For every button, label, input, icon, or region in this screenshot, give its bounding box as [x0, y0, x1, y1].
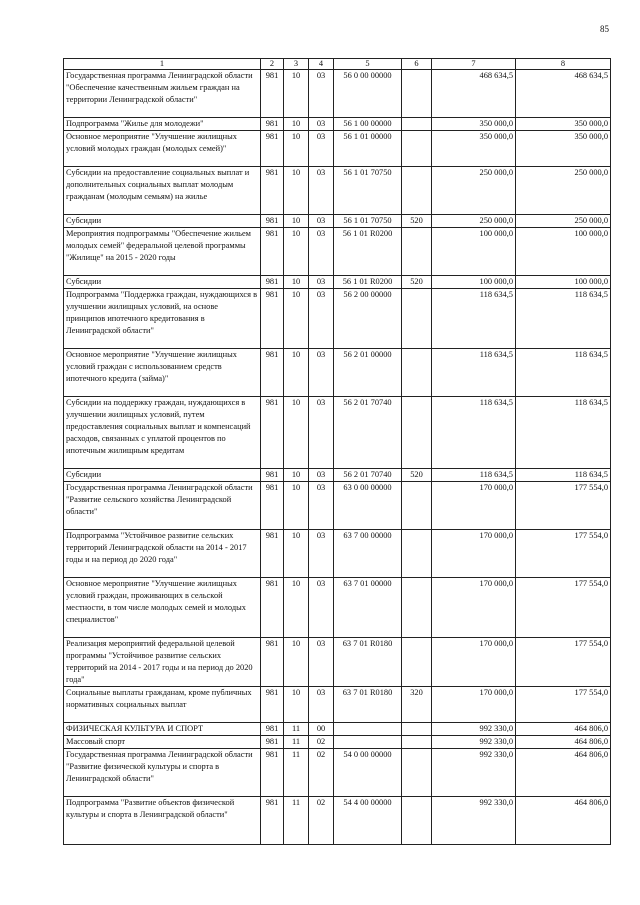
amount-year2-cell: 177 554,0: [516, 578, 611, 638]
table-row: [64, 482, 611, 530]
target-article-cell: 56 1 01 70750: [334, 167, 402, 215]
row-name-cell: Субсидии: [64, 215, 261, 228]
table-row: [64, 228, 611, 276]
amount-year1-cell: 350 000,0: [432, 131, 516, 167]
subsection-cell: 03: [309, 687, 334, 723]
amount-year2-cell: 118 634,5: [516, 469, 611, 482]
table-row: [64, 289, 611, 349]
amount-year1-cell: 170 000,0: [432, 638, 516, 687]
target-article-cell: 63 7 01 R0180: [334, 687, 402, 723]
section-cell: 10: [284, 349, 309, 397]
dept-code-cell: 981: [261, 228, 284, 276]
section-cell: 10: [284, 638, 309, 687]
target-article-cell: [334, 736, 402, 749]
section-cell: 11: [284, 723, 309, 736]
subsection-cell: 02: [309, 736, 334, 749]
dept-code-cell: 981: [261, 349, 284, 397]
amount-year1-cell: 100 000,0: [432, 228, 516, 276]
subsection-cell: 03: [309, 349, 334, 397]
row-name-cell: Реализация мероприятий федеральной целевой программы "Устойчивое развитие сельских территорий на 2014 - 2017 годы и на период до 2020 года": [64, 638, 261, 687]
subsection-cell: 03: [309, 70, 334, 118]
section-cell: 11: [284, 749, 309, 797]
table-row: [64, 749, 611, 797]
amount-year1-cell: 118 634,5: [432, 349, 516, 397]
row-name-cell: Мероприятия подпрограммы "Обеспечение жильем молодых семей" федеральной целевой программы "Жилище" на 2015 - 2020 годы: [64, 228, 261, 276]
expense-type-cell: 520: [402, 215, 432, 228]
target-article-cell: 56 2 00 00000: [334, 289, 402, 349]
subsection-cell: 03: [309, 397, 334, 469]
amount-year1-cell: 170 000,0: [432, 578, 516, 638]
section-cell: 10: [284, 215, 309, 228]
row-name-cell: Основное мероприятие "Улучшение жилищных условий граждан с использованием средств ипотечного кредита (займа)": [64, 349, 261, 397]
target-article-cell: 56 2 01 00000: [334, 349, 402, 397]
expense-type-cell: [402, 349, 432, 397]
table-row: [64, 638, 611, 687]
amount-year1-cell: 250 000,0: [432, 167, 516, 215]
amount-year2-cell: 100 000,0: [516, 276, 611, 289]
expense-type-cell: [402, 578, 432, 638]
header-cell: 7: [432, 59, 516, 70]
amount-year2-cell: 177 554,0: [516, 638, 611, 687]
amount-year2-cell: 177 554,0: [516, 530, 611, 578]
row-name-cell: Государственная программа Ленинградской области "Развитие физической культуры и спорта в Ленинградской области": [64, 749, 261, 797]
table-row: [64, 530, 611, 578]
amount-year1-cell: 118 634,5: [432, 469, 516, 482]
table-row: [64, 70, 611, 118]
budget-table: [63, 58, 611, 845]
page-number: 85: [600, 24, 609, 34]
table-row: [64, 797, 611, 845]
table-row: [64, 397, 611, 469]
amount-year2-cell: 177 554,0: [516, 687, 611, 723]
expense-type-cell: [402, 797, 432, 845]
row-name-cell: ФИЗИЧЕСКАЯ КУЛЬТУРА И СПОРТ: [64, 723, 261, 736]
dept-code-cell: 981: [261, 578, 284, 638]
amount-year1-cell: 250 000,0: [432, 215, 516, 228]
table-row: [64, 131, 611, 167]
amount-year2-cell: 350 000,0: [516, 131, 611, 167]
header-cell: 2: [261, 59, 284, 70]
table-row: [64, 578, 611, 638]
dept-code-cell: 981: [261, 723, 284, 736]
subsection-cell: 03: [309, 482, 334, 530]
table-header-row: [64, 59, 611, 70]
section-cell: 10: [284, 131, 309, 167]
amount-year1-cell: 350 000,0: [432, 118, 516, 131]
target-article-cell: 54 4 00 00000: [334, 797, 402, 845]
dept-code-cell: 981: [261, 70, 284, 118]
amount-year2-cell: 118 634,5: [516, 349, 611, 397]
table-body: [64, 70, 611, 845]
amount-year1-cell: 100 000,0: [432, 276, 516, 289]
table-row: [64, 687, 611, 723]
dept-code-cell: 981: [261, 118, 284, 131]
header-cell: 1: [64, 59, 261, 70]
table-row: [64, 215, 611, 228]
section-cell: 10: [284, 469, 309, 482]
row-name-cell: Государственная программа Ленинградской области "Обеспечение качественным жильем граждан на территории Ленинградской области": [64, 70, 261, 118]
subsection-cell: 03: [309, 578, 334, 638]
subsection-cell: 00: [309, 723, 334, 736]
target-article-cell: 63 7 01 00000: [334, 578, 402, 638]
subsection-cell: 03: [309, 215, 334, 228]
expense-type-cell: [402, 289, 432, 349]
section-cell: 10: [284, 118, 309, 131]
row-name-cell: Основное мероприятие "Улучшение жилищных условий граждан, проживающих в сельской местности, в том числе молодых семей и молодых специалистов": [64, 578, 261, 638]
dept-code-cell: 981: [261, 131, 284, 167]
expense-type-cell: [402, 723, 432, 736]
subsection-cell: 03: [309, 638, 334, 687]
section-cell: 11: [284, 736, 309, 749]
expense-type-cell: [402, 167, 432, 215]
section-cell: 10: [284, 70, 309, 118]
table-row: [64, 276, 611, 289]
table-row: [64, 736, 611, 749]
header-cell: 5: [334, 59, 402, 70]
amount-year1-cell: 468 634,5: [432, 70, 516, 118]
dept-code-cell: 981: [261, 167, 284, 215]
section-cell: 10: [284, 578, 309, 638]
table-row: [64, 118, 611, 131]
subsection-cell: 03: [309, 530, 334, 578]
expense-type-cell: 520: [402, 469, 432, 482]
section-cell: 10: [284, 530, 309, 578]
amount-year2-cell: 118 634,5: [516, 289, 611, 349]
section-cell: 10: [284, 482, 309, 530]
row-name-cell: Подпрограмма "Жилье для молодежи": [64, 118, 261, 131]
amount-year1-cell: 170 000,0: [432, 530, 516, 578]
amount-year1-cell: 170 000,0: [432, 687, 516, 723]
amount-year1-cell: 118 634,5: [432, 397, 516, 469]
amount-year1-cell: 992 330,0: [432, 723, 516, 736]
target-article-cell: 56 1 01 70750: [334, 215, 402, 228]
target-article-cell: 54 0 00 00000: [334, 749, 402, 797]
amount-year1-cell: 170 000,0: [432, 482, 516, 530]
header-cell: 3: [284, 59, 309, 70]
amount-year1-cell: 992 330,0: [432, 736, 516, 749]
subsection-cell: 03: [309, 289, 334, 349]
dept-code-cell: 981: [261, 482, 284, 530]
row-name-cell: Субсидии на предоставление социальных выплат и дополнительных социальных выплат молодым гражданам (молодым семьям) на жилье: [64, 167, 261, 215]
dept-code-cell: 981: [261, 749, 284, 797]
expense-type-cell: [402, 397, 432, 469]
target-article-cell: 63 7 00 00000: [334, 530, 402, 578]
amount-year1-cell: 992 330,0: [432, 797, 516, 845]
expense-type-cell: [402, 749, 432, 797]
expense-type-cell: [402, 70, 432, 118]
dept-code-cell: 981: [261, 797, 284, 845]
amount-year2-cell: 468 634,5: [516, 70, 611, 118]
amount-year2-cell: 464 806,0: [516, 736, 611, 749]
dept-code-cell: 981: [261, 638, 284, 687]
expense-type-cell: [402, 118, 432, 131]
table-row: [64, 167, 611, 215]
row-name-cell: Подпрограмма "Развитие объектов физической культуры и спорта в Ленинградской области": [64, 797, 261, 845]
subsection-cell: 02: [309, 749, 334, 797]
target-article-cell: 56 1 00 00000: [334, 118, 402, 131]
dept-code-cell: 981: [261, 530, 284, 578]
section-cell: 10: [284, 397, 309, 469]
section-cell: 10: [284, 687, 309, 723]
subsection-cell: 03: [309, 469, 334, 482]
section-cell: 10: [284, 276, 309, 289]
amount-year1-cell: 118 634,5: [432, 289, 516, 349]
section-cell: 10: [284, 289, 309, 349]
header-cell: 4: [309, 59, 334, 70]
amount-year1-cell: 992 330,0: [432, 749, 516, 797]
dept-code-cell: 981: [261, 736, 284, 749]
amount-year2-cell: 464 806,0: [516, 723, 611, 736]
subsection-cell: 03: [309, 118, 334, 131]
row-name-cell: Субсидии: [64, 276, 261, 289]
target-article-cell: 56 1 01 R0200: [334, 276, 402, 289]
amount-year2-cell: 350 000,0: [516, 118, 611, 131]
expense-type-cell: 520: [402, 276, 432, 289]
amount-year2-cell: 464 806,0: [516, 797, 611, 845]
amount-year2-cell: 464 806,0: [516, 749, 611, 797]
row-name-cell: Социальные выплаты гражданам, кроме публичных нормативных социальных выплат: [64, 687, 261, 723]
target-article-cell: 56 0 00 00000: [334, 70, 402, 118]
amount-year2-cell: 118 634,5: [516, 397, 611, 469]
subsection-cell: 03: [309, 131, 334, 167]
subsection-cell: 03: [309, 276, 334, 289]
subsection-cell: 03: [309, 228, 334, 276]
amount-year2-cell: 250 000,0: [516, 167, 611, 215]
row-name-cell: Субсидии на поддержку граждан, нуждающихся в улучшении жилищных условий, путем предоставления социальных выплат и компенсаций расходов, связанных с уплатой процентов по ипотечным жилищным кредитам: [64, 397, 261, 469]
amount-year2-cell: 177 554,0: [516, 482, 611, 530]
expense-type-cell: [402, 530, 432, 578]
dept-code-cell: 981: [261, 469, 284, 482]
row-name-cell: Основное мероприятие "Улучшение жилищных условий молодых граждан (молодых семей)": [64, 131, 261, 167]
section-cell: 11: [284, 797, 309, 845]
expense-type-cell: [402, 638, 432, 687]
amount-year2-cell: 250 000,0: [516, 215, 611, 228]
expense-type-cell: [402, 736, 432, 749]
expense-type-cell: [402, 131, 432, 167]
target-article-cell: 56 1 01 R0200: [334, 228, 402, 276]
subsection-cell: 03: [309, 167, 334, 215]
dept-code-cell: 981: [261, 687, 284, 723]
expense-type-cell: 320: [402, 687, 432, 723]
dept-code-cell: 981: [261, 397, 284, 469]
amount-year2-cell: 100 000,0: [516, 228, 611, 276]
dept-code-cell: 981: [261, 276, 284, 289]
target-article-cell: 56 2 01 70740: [334, 469, 402, 482]
target-article-cell: 56 2 01 70740: [334, 397, 402, 469]
row-name-cell: Подпрограмма "Поддержка граждан, нуждающихся в улучшении жилищных условий, на основе принципов ипотечного кредитования в Ленинградской области": [64, 289, 261, 349]
row-name-cell: Государственная программа Ленинградской области "Развитие сельского хозяйства Ленинградской области": [64, 482, 261, 530]
row-name-cell: Субсидии: [64, 469, 261, 482]
table-row: [64, 469, 611, 482]
header-cell: 6: [402, 59, 432, 70]
target-article-cell: 63 7 01 R0180: [334, 638, 402, 687]
section-cell: 10: [284, 228, 309, 276]
section-cell: 10: [284, 167, 309, 215]
dept-code-cell: 981: [261, 289, 284, 349]
header-cell: 8: [516, 59, 611, 70]
target-article-cell: 56 1 01 00000: [334, 131, 402, 167]
target-article-cell: 63 0 00 00000: [334, 482, 402, 530]
target-article-cell: [334, 723, 402, 736]
row-name-cell: Подпрограмма "Устойчивое развитие сельских территорий Ленинградской области на 2014 - 2017 годы и на период до 2020 года": [64, 530, 261, 578]
expense-type-cell: [402, 482, 432, 530]
dept-code-cell: 981: [261, 215, 284, 228]
row-name-cell: Массовый спорт: [64, 736, 261, 749]
expense-type-cell: [402, 228, 432, 276]
subsection-cell: 02: [309, 797, 334, 845]
table-row: [64, 723, 611, 736]
table-row: [64, 349, 611, 397]
